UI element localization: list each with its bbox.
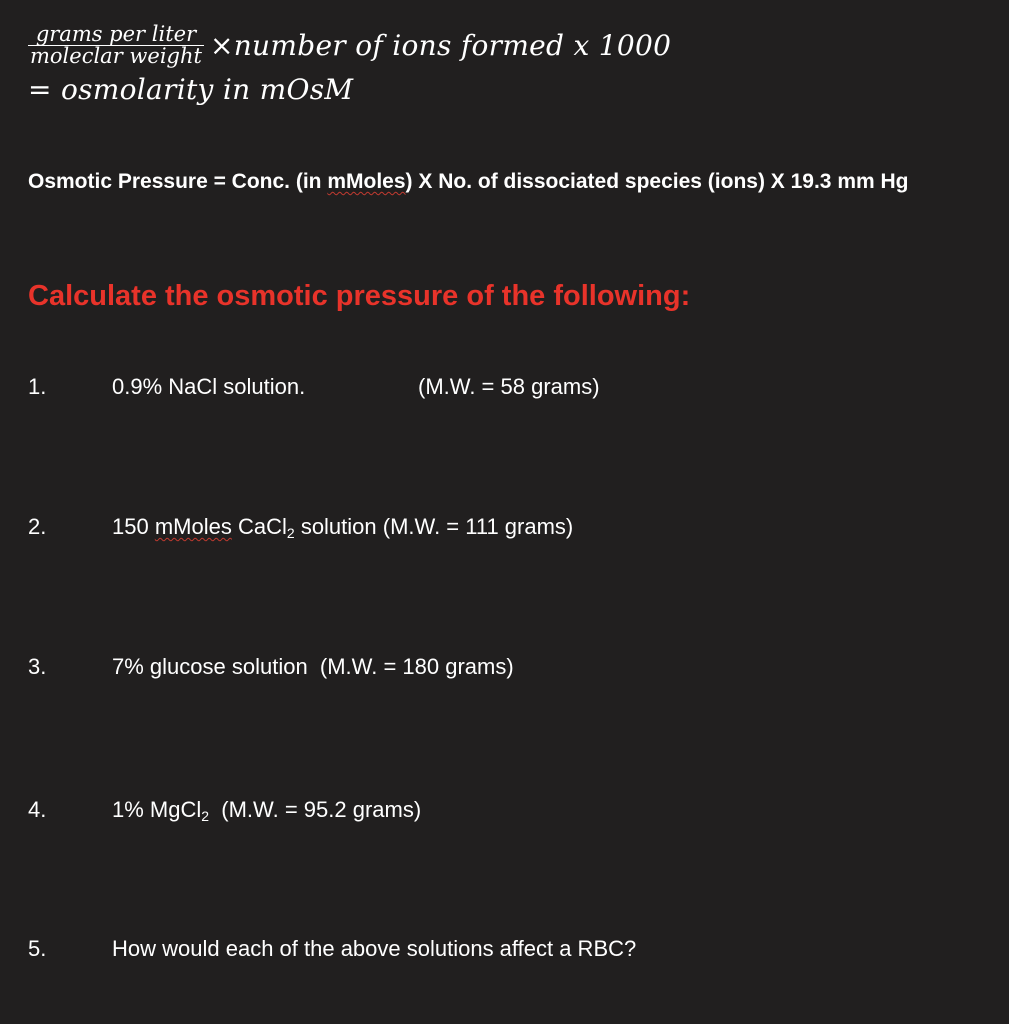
definition-suffix: ) X No. of dissociated species (ions) X 19.3 mm Hg — [405, 170, 909, 193]
question-text-before: 1% MgCl — [112, 797, 202, 822]
question-text: 7% glucose solution (M.W. = 180 grams) — [112, 654, 514, 679]
question-text: How would each of the above solutions affect a RBC? — [112, 936, 637, 961]
question-text-after: (M.W. = 95.2 grams) — [221, 797, 422, 822]
question-item — [28, 373, 600, 401]
question-number: 3. — [28, 654, 47, 679]
osmolarity-formula — [28, 24, 671, 106]
question-item — [28, 513, 573, 547]
formula-multiplier: ×number of ions formed x 1000 — [209, 29, 672, 62]
question-text — [112, 796, 421, 830]
question-item — [28, 653, 514, 681]
question-item — [28, 796, 421, 830]
question-number: 5. — [28, 936, 47, 961]
formula-numerator: grams per liter — [28, 24, 204, 46]
question-molecular-weight: (M.W. = 58 grams) — [418, 374, 600, 399]
question-amount: 150 — [112, 514, 149, 539]
osmotic-pressure-definition — [28, 167, 1003, 197]
definition-prefix: Osmotic Pressure = Conc. (in — [28, 170, 328, 193]
question-text-after: solution (M.W. = 111 grams) — [300, 514, 574, 539]
definition-unit: mMoles — [327, 170, 406, 193]
formula-result: = osmolarity in mOsM — [28, 73, 354, 106]
formula-denominator: moleclar weight — [30, 44, 202, 68]
question-formula-subscript: 2 — [286, 525, 295, 541]
question-number: 1. — [28, 374, 47, 399]
question-unit: mMoles — [154, 514, 232, 539]
question-formula-subscript: 2 — [201, 808, 210, 824]
page-heading: Calculate the osmotic pressure of the following: — [28, 280, 691, 312]
question-number: 2. — [28, 514, 47, 539]
question-formula: CaCl — [237, 514, 287, 539]
question-number: 4. — [28, 797, 47, 822]
question-item — [28, 935, 636, 963]
question-text — [112, 513, 573, 547]
formula-fraction — [28, 24, 204, 67]
question-text: 0.9% NaCl solution. — [112, 374, 306, 399]
